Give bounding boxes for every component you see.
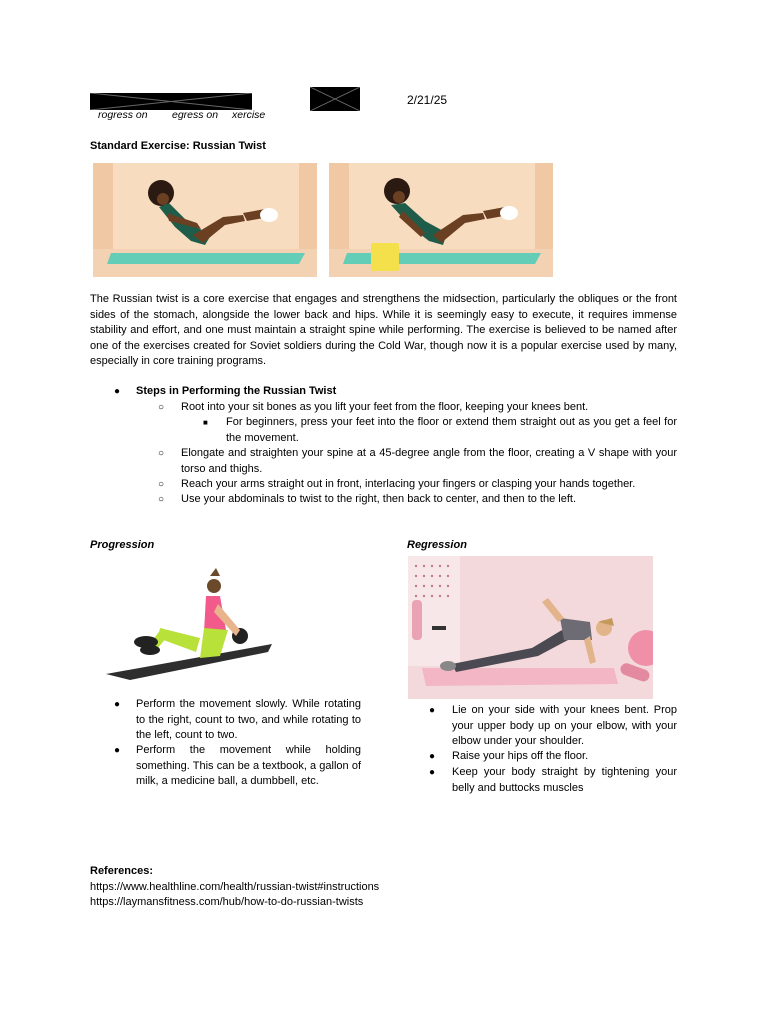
document-subtitle: [0, 109, 768, 123]
step-item: Elongate and straighten your spine at a 45-degree angle from the floor, creating a V shape with your torso and thighs.: [181, 447, 677, 475]
hollow-bullet-icon: ○: [158, 402, 165, 413]
regression-item: Raise your hips off the floor.: [452, 750, 589, 762]
step-subitem: For beginners, press your feet into the floor or extend them straight out as you get a feel for the movement.: [226, 416, 677, 444]
progression-item: Perform the movement slowly. While rotating to the right, count to two, and while rotating to the left, count to two.: [136, 698, 361, 741]
progression-title: Progression: [90, 539, 155, 551]
reference-link[interactable]: https://www.healthline.com/health/russian-twist#instructions: [90, 880, 380, 893]
subtitle-part: xercise: [232, 109, 266, 121]
regression-item: Lie on your side with your knees bent. Prop your upper body up on your elbow, with your elbow under your shoulder.: [452, 704, 677, 747]
bullet-icon: ●: [114, 699, 121, 710]
page-title: Standard Exercise: Russian Twist: [90, 140, 266, 152]
references-section: [90, 864, 590, 911]
subtitle-part: rogress on: [98, 109, 148, 121]
square-bullet-icon: ■: [203, 418, 208, 427]
regression-photo: [408, 556, 653, 699]
step-item: Use your abdominals to twist to the right, then back to center, and then to the left.: [181, 493, 577, 505]
steps-section: [0, 384, 768, 514]
bullet-icon: ●: [114, 386, 121, 397]
progression-photo: [90, 556, 290, 692]
regression-title: Regression: [407, 539, 467, 551]
bullet-icon: ●: [429, 705, 436, 716]
hollow-bullet-icon: ○: [158, 448, 165, 459]
document-date: 2/21/25: [407, 93, 448, 107]
russian-twist-photo-start: [93, 163, 317, 277]
regression-list: [0, 703, 768, 803]
regression-item: Keep your body straight by tightening your belly and buttocks muscles: [452, 766, 677, 794]
progression-item: Perform the movement while holding something. This can be a textbook, a gallon of milk, a medicine ball, a dumbbell, etc.: [136, 744, 361, 787]
steps-heading: Steps in Performing the Russian Twist: [136, 385, 337, 397]
hollow-bullet-icon: ○: [158, 479, 165, 490]
redacted-name-block: [90, 93, 252, 110]
intro-paragraph: The Russian twist is a core exercise that engages and strengthens the midsection, particularly the obliques or the front sides of the stomach, alongside the lower back and hips. While it is seemingly easy to execute, it requires immense stability and effort, and one must maintain a straight spine while performing. The exercise is believed to be named after one of the exercises created for Soviet soldiers during the Cold War, though now it is a popular exercise used by many, especially in core training programs.: [90, 293, 677, 367]
redacted-logo-block: [310, 87, 360, 111]
reference-link[interactable]: https://laymansfitness.com/hub/how-to-do-russian-twists: [90, 896, 364, 908]
bullet-icon: ●: [429, 751, 436, 762]
subtitle-part: egress on: [172, 109, 219, 121]
bullet-icon: ●: [114, 745, 121, 756]
hollow-bullet-icon: ○: [158, 494, 165, 505]
bullet-icon: ●: [429, 767, 436, 778]
references-heading: References:: [90, 865, 153, 877]
step-item: Root into your sit bones as you lift your feet from the floor, keeping your knees bent.: [181, 401, 589, 413]
step-item: Reach your arms straight out in front, interlacing your fingers or clasping your hands together.: [181, 478, 636, 490]
russian-twist-photo-twist: [329, 163, 553, 277]
